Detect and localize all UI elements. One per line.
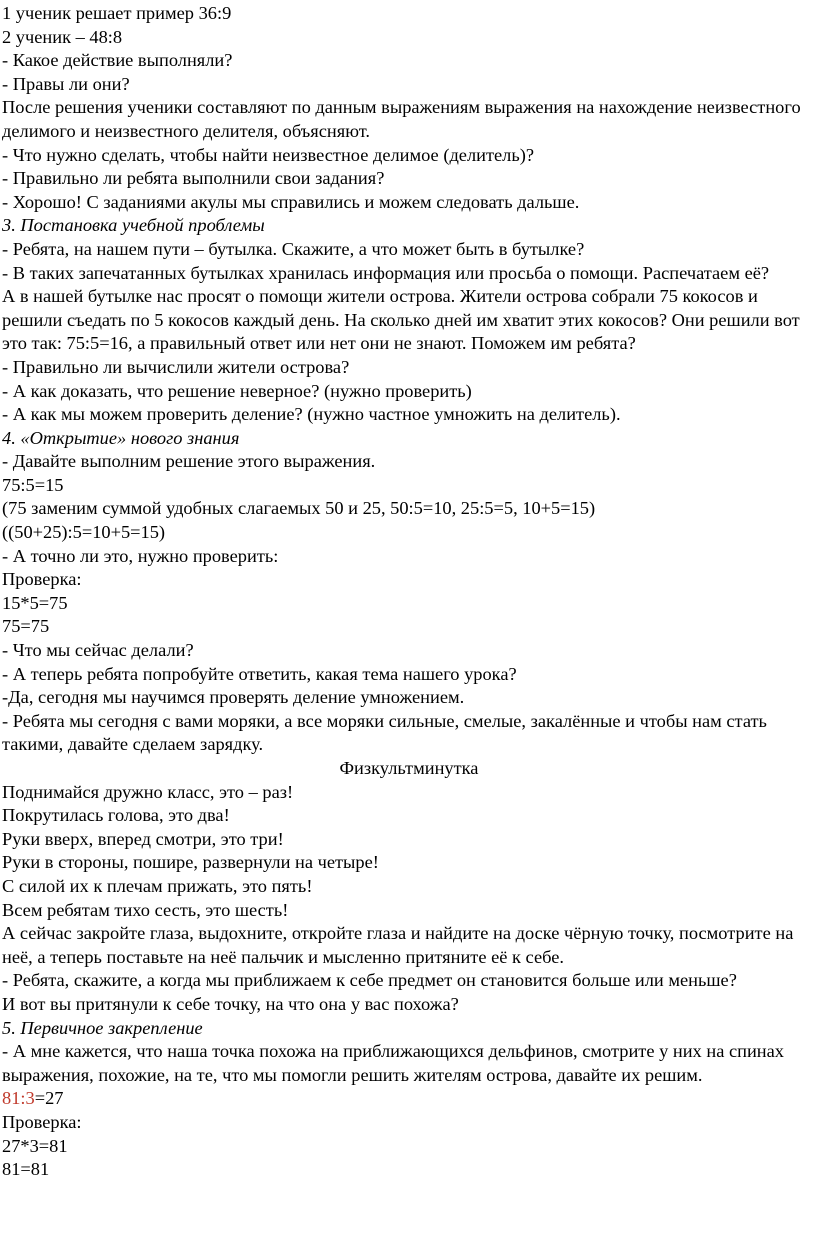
text-line: - А теперь ребята попробуйте ответить, какая тема нашего урока? [2,663,517,684]
paragraph: - В таких запечатанных бутылках хранилась информация или просьба о помощи. Распечатаем её? [2,262,770,283]
poem-line: Всем ребятам тихо сесть, это шесть! [2,899,289,920]
math-line: (75 заменим суммой удобных слагаемых 50 и 25, 50:5=10, 25:5=5, 10+5=15) [2,498,596,519]
text-line: -Да, сегодня мы научимся проверять деление умножением. [2,687,465,708]
text-line: 1 ученик решает пример 36:9 [2,3,232,23]
poem-line: Покрутилась голова, это два! [2,805,230,826]
expr-result: =27 [34,1088,64,1109]
section-heading: 5. Первичное закрепление [2,1017,203,1038]
text-line: - А как доказать, что решение неверное? (нужно проверить) [2,380,472,401]
paragraph: После решения ученики составляют по данным выражениям выражения на нахождение неизвестного делимого и неизвестного делителя, объясняют. [2,97,806,141]
text-line: И вот вы притянули к себе точку, на что она у вас похожа? [2,993,459,1014]
text-line: - Ребята, скажите, а когда мы приближаем к себе предмет он становится больше или меньше? [2,970,737,991]
document-body [0,2,816,1182]
section-heading: 4. «Открытие» нового знания [2,427,240,448]
text-line: - Что мы сейчас делали? [2,640,194,661]
math-line: 75:5=15 [2,474,64,495]
text-line: - Правильно ли ребята выполнили свои задания? [2,168,385,189]
math-line: 75=75 [2,616,50,637]
text-line: - Что нужно сделать, чтобы найти неизвестное делимое (делитель)? [2,144,535,165]
poem-line: Поднимайся дружно класс, это – раз! [2,781,294,802]
text-line: - Хорошо! С заданиями акулы мы справились и можем следовать дальше. [2,191,580,212]
paragraph: - А мне кажется, что наша точка похожа на приближающихся дельфинов, смотрите у них на спинах выражения, похожие, на те, что мы помогли решить жителям острова, давайте их решим. [2,1041,789,1085]
expr-colon: : [20,1088,26,1109]
poem-line: Руки вверх, вперед смотри, это три! [2,828,284,849]
math-line: 81=81 [2,1159,50,1180]
text-line: - Правы ли они? [2,73,130,94]
centered-heading: Физкультминутка [339,758,479,778]
text-line: - А как мы можем проверить деление? (нужно частное умножить на делитель). [2,404,621,425]
expr-divisor: 3 [25,1088,35,1109]
paragraph: - Ребята мы сегодня с вами моряки, а все моряки сильные, смелые, закалённые и чтобы нам стать такими, давайте сделаем зарядку. [2,710,772,755]
text-line: - А точно ли это, нужно проверить: [2,545,279,566]
poem-line: Руки в стороны, пошире, развернули на четыре! [2,852,379,873]
text-line: - Ребята, на нашем пути – бутылка. Скажите, а что может быть в бутылке? [2,238,585,259]
math-line: 15*5=75 [2,592,68,613]
text-line: Проверка: [2,1111,82,1132]
text-line: - Давайте выполним решение этого выражения. [2,451,376,472]
expr-dividend: 81 [2,1088,21,1109]
poem-line: С силой их к плечам прижать, это пять! [2,875,313,896]
math-line: 27*3=81 [2,1135,68,1156]
text-line: Проверка: [2,569,82,590]
text-line: 2 ученик – 48:8 [2,26,123,47]
math-line: ((50+25):5=10+5=15) [2,522,166,543]
paragraph: А сейчас закройте глаза, выдохните, откройте глаза и найдите на доске чёрную точку, посмотрите на неё, а теперь поставьте на неё пальчик и мысленно притяните её к себе. [2,923,798,967]
division-expression [2,1087,816,1111]
text-line: - Правильно ли вычислили жители острова? [2,356,350,377]
section-heading: 3. Постановка учебной проблемы [2,215,265,236]
text-line: - Какое действие выполняли? [2,50,233,71]
paragraph: А в нашей бутылке нас просят о помощи жители острова. Жители острова собрали 75 кокосов и решили съедать по 5 кокосов каждый день. На сколько дней им хватит этих кокосов? Они решили вот это так: 75:5=16, а правильный ответ или нет они не знают. Поможем им ребята? [2,286,805,354]
